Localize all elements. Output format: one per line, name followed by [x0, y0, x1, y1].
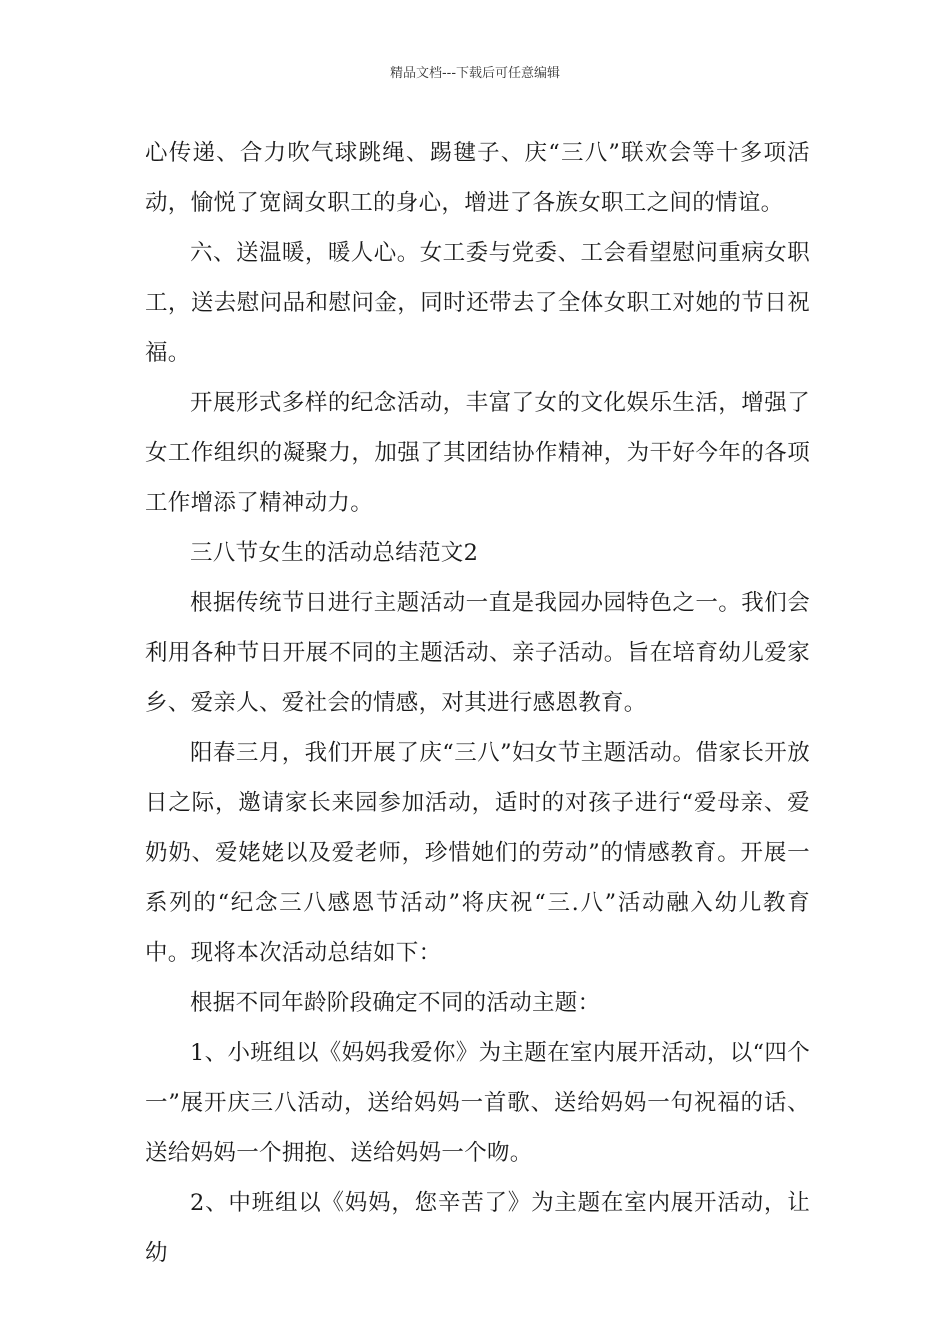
paragraph-4: 根据传统节日进行主题活动一直是我园办园特色之一。我们会利用各种节日开展不同的主题活动、亲子活动。旨在培育幼儿爱家乡、爱亲人、爱社会的情感，对其进行感恩教育。: [145, 590, 810, 716]
paragraph-8: 2、中班组以《妈妈，您辛苦了》为主题在室内展开活动，让幼: [145, 1190, 810, 1266]
paragraph-7: 1、小班组以《妈妈我爱你》为主题在室内展开活动，以“四个一”展开庆三八活动，送给妈妈一首歌、送给妈妈一句祝福的话、送给妈妈一个拥抱、送给妈妈一个吻。: [145, 1040, 810, 1166]
page-header: 精品文档---下载后可任意编辑: [389, 66, 561, 81]
section-heading: 三八节女生的活动总结范文2: [190, 540, 479, 566]
paragraph-6: 根据不同年龄阶段确定不同的活动主题：: [190, 990, 601, 1016]
document-body: [145, 128, 810, 1278]
paragraph-2: 六、送温暖，暖人心。女工委与党委、工会看望慰问重病女职工，送去慰问品和慰问金，同时还带去了全体女职工对她的节日祝福。: [145, 240, 810, 366]
paragraph-1: 心传递、合力吹气球跳绳、踢毽子、庆“三八”联欢会等十多项活动，愉悦了宽阔女职工的身心，增进了各族女职工之间的情谊。: [145, 140, 810, 216]
paragraph-5: 阳春三月，我们开展了庆“三八”妇女节主题活动。借家长开放日之际，邀请家长来园参加活动，适时的对孩子进行“爱母亲、爱奶奶、爱姥姥以及爱老师，珍惜她们的劳动”的情感教育。开展一系列的“纪念三八感恩节活动”将庆祝“三.八”活动融入幼儿教育中。现将本次活动总结如下：: [145, 740, 810, 966]
paragraph-3: 开展形式多样的纪念活动，丰富了女的文化娱乐生活，增强了女工作组织的凝聚力，加强了其团结协作精神，为干好今年的各项工作增添了精神动力。: [145, 390, 810, 516]
